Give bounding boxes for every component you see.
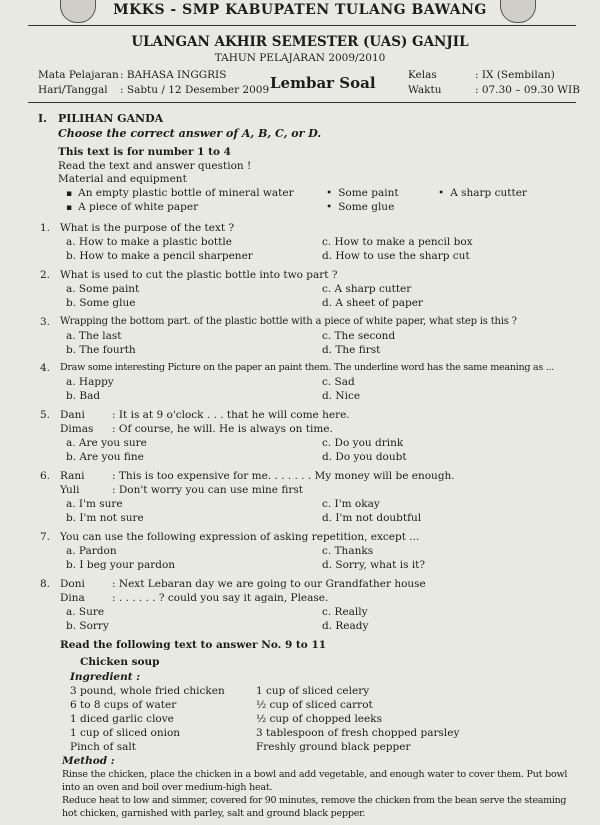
section-number: I.: [38, 112, 47, 125]
ingredient-item: 3 pound, whole fried chicken: [70, 685, 225, 697]
option-d: d. I'm not doubtful: [322, 512, 422, 524]
option-a: a. Pardon: [66, 545, 117, 557]
time-label: Waktu: [408, 84, 442, 96]
academic-year: TAHUN PELAJARAN 2009/2010: [214, 52, 386, 64]
question-text: What is used to cut the plastic bottle into two part ?: [60, 269, 338, 281]
ingredient-item: ½ cup of sliced carrot: [256, 699, 373, 711]
text2-heading: Read the following text to answer No. 9 to 11: [60, 639, 327, 651]
option-a: a. The last: [66, 330, 122, 342]
option-b: b. Bad: [66, 390, 101, 402]
question-number: 7.: [40, 531, 51, 543]
dialog-line: : It is at 9 o'clock . . . that he will come here.: [112, 409, 350, 421]
text1-intro: Read the text and answer question !: [58, 160, 252, 172]
question-number: 4.: [40, 362, 51, 374]
sheet-title: Lembar Soal: [270, 74, 376, 92]
method-line: hot chicken, garnished with parley, salt and ground black pepper.: [62, 808, 366, 819]
question-number: 1.: [40, 222, 51, 234]
option-d: d. Nice: [322, 390, 361, 402]
exam-title: ULANGAN AKHIR SEMESTER (UAS) GANJIL: [131, 34, 469, 50]
option-d: d. A sheet of paper: [322, 297, 423, 309]
material-item: • Some paint: [326, 187, 399, 199]
dialog-line: : Next Lebaran day we are going to our Grandfather house: [112, 578, 426, 590]
question-text: Wrapping the bottom part. of the plastic bottle with a piece of white paper, what step is this ?: [60, 316, 517, 327]
material-item: ▪ An empty plastic bottle of mineral water: [66, 187, 294, 199]
option-d: d. How to use the sharp cut: [322, 250, 470, 262]
recipe-title: Chicken soup: [80, 656, 160, 668]
option-d: d. Do you doubt: [322, 451, 407, 463]
dialog-line: : . . . . . . ? could you say it again, Please.: [112, 592, 329, 604]
question-number: 2.: [40, 269, 51, 281]
option-b: b. Are you fine: [66, 451, 144, 463]
method-line: into an oven and boil over medium-high heat.: [62, 782, 273, 793]
ingredient-item: 6 to 8 cups of water: [70, 699, 177, 711]
option-c: c. Do you drink: [322, 437, 404, 449]
option-c: c. I'm okay: [322, 498, 380, 510]
section-title: PILIHAN GANDA: [58, 112, 164, 125]
dialog-speaker: Dani: [60, 409, 85, 421]
material-item: • Some glue: [326, 201, 394, 213]
date-label: Hari/Tanggal: [38, 84, 108, 96]
question-number: 6.: [40, 470, 51, 482]
option-a: a. Some paint: [66, 283, 140, 295]
question-text: What is the purpose of the text ?: [60, 222, 235, 234]
text1-heading: This text is for number 1 to 4: [58, 146, 231, 158]
option-b: b. I beg your pardon: [66, 559, 176, 571]
materials-title: Material and equipment: [58, 173, 187, 185]
ingredient-item: 1 cup of sliced onion: [70, 727, 181, 739]
class-label: Kelas: [408, 69, 437, 81]
dialog-speaker: Doni: [60, 578, 85, 590]
material-item: ▪ A piece of white paper: [66, 201, 198, 213]
option-b: b. How to make a pencil sharpener: [66, 250, 253, 262]
option-d: d. Sorry, what is it?: [322, 559, 426, 571]
option-c: c. Sad: [322, 376, 355, 388]
option-c: c. Thanks: [322, 545, 374, 557]
dialog-speaker: Dimas: [60, 423, 94, 435]
question-number: 8.: [40, 578, 51, 590]
subject-label: Mata Pelajaran: [38, 69, 119, 81]
question-text: You can use the following expression of asking repetition, except ...: [60, 531, 420, 543]
ingredient-label: Ingredient :: [70, 671, 141, 683]
option-b: b. I'm not sure: [66, 512, 144, 524]
option-a: a. How to make a plastic bottle: [66, 236, 232, 248]
method-line: Rinse the chicken, place the chicken in a bowl and add vegetable, and enough water to cover them. Put bowl: [62, 769, 568, 780]
option-a: a. Are you sure: [66, 437, 147, 449]
ingredient-item: 1 diced garlic clove: [70, 713, 174, 725]
question-number: 3.: [40, 316, 51, 328]
method-line: Reduce heat to low and simmer, covered for 90 minutes, remove the chicken from the bean serve the steaming: [62, 795, 567, 806]
option-b: b. The fourth: [66, 344, 136, 356]
date-value: : Sabtu / 12 Desember 2009: [120, 84, 270, 96]
option-c: c. How to make a pencil box: [322, 236, 473, 248]
dialog-speaker: Rani: [60, 470, 85, 482]
ingredient-item: ½ cup of chopped leeks: [256, 713, 382, 725]
time-value: : 07.30 – 09.30 WIB: [475, 84, 580, 96]
option-a: a. I'm sure: [66, 498, 123, 510]
option-c: c. Really: [322, 606, 368, 618]
option-b: b. Sorry: [66, 620, 109, 632]
subject-value: : BAHASA INGGRIS: [120, 69, 227, 81]
ingredient-item: Pinch of salt: [70, 741, 136, 753]
school-line: MKKS - SMP KABUPATEN TULANG BAWANG: [113, 2, 487, 18]
dialog-speaker: Dina: [60, 592, 85, 604]
option-a: a. Happy: [66, 376, 114, 388]
ingredient-item: 3 tablespoon of fresh chopped parsley: [256, 727, 460, 739]
option-d: d. Ready: [322, 620, 369, 632]
method-label: Method :: [62, 755, 115, 767]
section-instruction: Choose the correct answer of A, B, C, or D.: [58, 127, 322, 140]
option-a: a. Sure: [66, 606, 105, 618]
question-number: 5.: [40, 409, 51, 421]
dialog-line: : Of course, he will. He is always on time.: [112, 423, 333, 435]
header-divider: [28, 25, 576, 26]
option-d: d. The first: [322, 344, 381, 356]
info-divider: [28, 102, 576, 103]
ingredient-item: Freshly ground black pepper: [256, 741, 411, 753]
dialog-speaker: Yuli: [60, 484, 80, 496]
ingredient-item: 1 cup of sliced celery: [256, 685, 370, 697]
option-b: b. Some glue: [66, 297, 136, 309]
dialog-line: : This is too expensive for me. . . . . . . My money will be enough.: [112, 470, 455, 482]
material-item: • A sharp cutter: [438, 187, 527, 199]
class-value: : IX (Sembilan): [475, 69, 555, 81]
question-text: Draw some interesting Picture on the paper an paint them. The underline word has the same meaning as ...: [60, 362, 554, 373]
dialog-line: : Don't worry you can use mine first: [112, 484, 303, 496]
option-c: c. A sharp cutter: [322, 283, 412, 295]
option-c: c. The second: [322, 330, 396, 342]
